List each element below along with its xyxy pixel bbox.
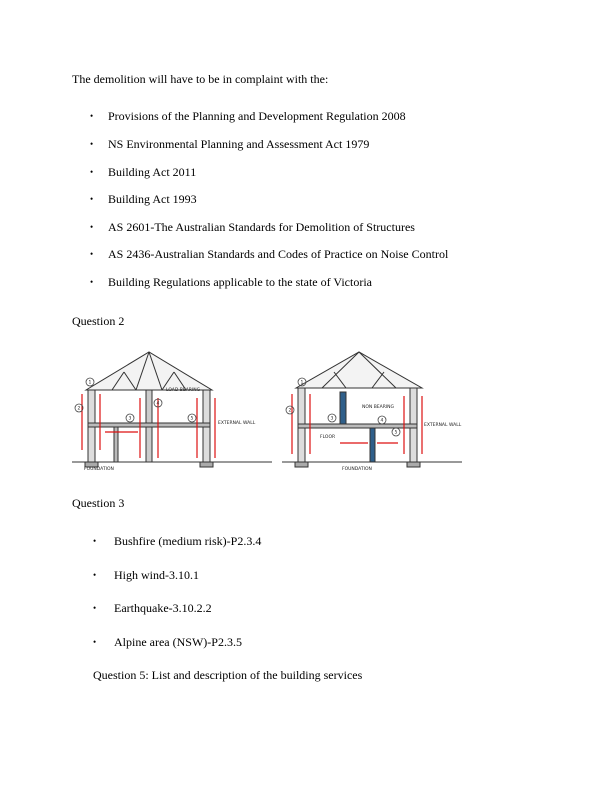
marker-label: 1 (88, 380, 92, 386)
question-2-heading: Question 2 (72, 314, 125, 328)
list-item: Building Act 1993 (108, 192, 197, 206)
bullet: • (90, 139, 94, 149)
marker-label: 4 (380, 418, 384, 424)
external-wall-callout: EXTERNAL WALL (424, 423, 462, 428)
list-item: Building Act 2011 (108, 165, 197, 179)
list-item: AS 2601-The Australian Standards for Demolition of Structures (108, 220, 415, 234)
marker-label: 2 (77, 406, 81, 412)
bullet: • (90, 167, 94, 177)
non-bearing-wall-upper (340, 392, 346, 424)
marker-label: 5 (394, 430, 398, 436)
roof-truss (86, 352, 212, 390)
intro-text: The demolition will have to be in complaint with the: (72, 72, 329, 86)
list-item: High wind-3.10.1 (114, 568, 199, 582)
marker-label: 5 (190, 416, 194, 422)
non-bearing-house-diagram (282, 350, 462, 472)
bullet: • (90, 277, 94, 287)
non-bearing-callout: NON BEARING (362, 405, 395, 410)
bullet: • (93, 603, 97, 613)
list-item: Building Regulations applicable to the state of Victoria (108, 275, 372, 289)
list-item: AS 2436-Australian Standards and Codes of Practice on Noise Control (108, 247, 449, 261)
marker-label: 3 (330, 416, 334, 422)
floor-callout: FLOOR (320, 435, 336, 440)
question-3-heading: Question 3 (72, 496, 125, 510)
bullet: • (90, 111, 94, 121)
foundation-callout: FOUNDATION (84, 467, 114, 472)
list-item: Bushfire (medium risk)-P2.3.4 (114, 534, 262, 548)
foundation-callout: FOUNDATION (342, 467, 372, 472)
roof-truss (296, 352, 422, 388)
bullet: • (90, 222, 94, 232)
bullet: • (90, 194, 94, 204)
upper-floor (88, 423, 210, 427)
marker-label: 3 (128, 416, 132, 422)
load-bearing-house-diagram (72, 350, 272, 472)
marker-label: 1 (300, 380, 304, 386)
bullet: • (93, 536, 97, 546)
bullet: • (93, 637, 97, 647)
foundation-right (407, 462, 420, 467)
list-item: Provisions of the Planning and Development Regulation 2008 (108, 109, 406, 123)
list-item: Alpine area (NSW)-P2.3.5 (114, 635, 242, 649)
upper-floor (298, 424, 417, 428)
question-5-heading: Question 5: List and description of the building services (93, 668, 363, 682)
external-wall-callout: EXTERNAL WALL (218, 421, 256, 426)
bullet: • (93, 570, 97, 580)
list-item: Earthquake-3.10.2.2 (114, 601, 212, 615)
foundation-right (200, 462, 213, 467)
load-bearing-callout: LOAD BEARING (166, 388, 201, 393)
bullet: • (90, 249, 94, 259)
foundation-left (295, 462, 308, 467)
marker-label: 4 (156, 401, 160, 407)
list-item: NS Environmental Planning and Assessment Act 1979 (108, 137, 370, 151)
marker-label: 2 (288, 408, 292, 414)
non-bearing-wall-lower (370, 428, 375, 462)
